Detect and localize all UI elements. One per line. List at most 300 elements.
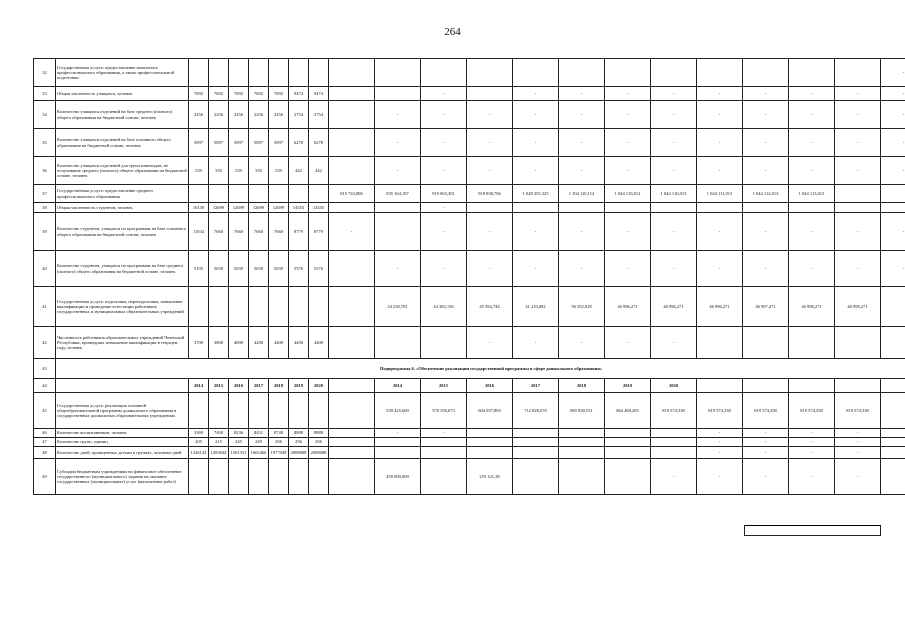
finance-value: -	[789, 129, 835, 157]
indicator-value	[189, 393, 209, 429]
indicator-value: 6278	[309, 129, 329, 157]
row-number: 45	[34, 393, 56, 429]
indicator-value: 16139	[189, 203, 209, 213]
finance-value	[697, 59, 743, 87]
indicator-value: 7660	[209, 213, 229, 251]
indicator-value: 215	[209, 438, 229, 447]
finance-value: -	[605, 327, 651, 359]
finance-value	[881, 447, 905, 459]
finance-value: 1 044 110,013	[651, 185, 697, 203]
finance-value: -	[697, 251, 743, 287]
row-number: 33	[34, 87, 56, 101]
finance-value	[881, 393, 905, 429]
finance-value: -	[421, 203, 467, 213]
indicator-value: 4400	[309, 327, 329, 359]
page-number: 264	[444, 26, 461, 38]
row-label	[56, 379, 189, 393]
indicator-value: 5097	[189, 129, 209, 157]
finance-value: -	[605, 157, 651, 185]
indicator-value: 5039	[229, 251, 249, 287]
finance-value: -	[743, 101, 789, 129]
finance-value: -	[789, 157, 835, 185]
indicator-value: 5576	[309, 251, 329, 287]
row-label: Государственная услуга: предоставление начального профессионального образования, а также профессиональной подготовки	[56, 59, 189, 87]
indicator-value	[209, 185, 229, 203]
finance-value: -	[605, 251, 651, 287]
finance-value	[605, 59, 651, 87]
finance-value	[605, 459, 651, 495]
finance-value	[329, 251, 375, 287]
indicator-value: 2256	[189, 101, 209, 129]
indicator-value	[289, 185, 309, 203]
finance-value	[881, 438, 905, 447]
year-header: 2020	[309, 379, 329, 393]
finance-value: -	[605, 213, 651, 251]
year-header: 2018	[559, 379, 605, 393]
finance-value: 576 356,673	[421, 393, 467, 429]
finance-value: -	[513, 251, 559, 287]
finance-value: -	[743, 87, 789, 101]
finance-value: 46 996,271	[651, 287, 697, 327]
finance-value	[513, 459, 559, 495]
indicator-value: 8236	[229, 429, 249, 438]
row-label: Количество учащихся отделений на базе основного общего образования на бюджетной основе, человек	[56, 129, 189, 157]
indicator-value: 9474	[289, 87, 309, 101]
finance-value	[513, 203, 559, 213]
subprogram-title: Подпрограмма 6. «Обеспечение реализации государственной программы в сфере дошкольного образования»	[56, 359, 905, 379]
finance-value	[559, 429, 605, 438]
finance-value: -	[697, 213, 743, 251]
finance-value	[835, 59, 881, 87]
finance-value	[329, 203, 375, 213]
indicator-value: 5097	[229, 129, 249, 157]
finance-value: 819 574,338	[697, 393, 743, 429]
indicator-value: 2256	[269, 101, 289, 129]
table-row	[34, 157, 905, 185]
finance-value: -	[881, 157, 905, 185]
row-label: Количество студентов, учащихся по программам на базе среднего (полного) общего образования на бюджетной основе, человек	[56, 251, 189, 287]
row-number: 36	[34, 157, 56, 185]
finance-value	[743, 59, 789, 87]
finance-value: 46 998,271	[789, 287, 835, 327]
finance-value: -	[835, 213, 881, 251]
table-row	[34, 459, 905, 495]
table-row	[34, 185, 905, 203]
finance-value: -	[835, 429, 881, 438]
indicator-value	[229, 59, 249, 87]
year-header: 2019	[289, 379, 309, 393]
indicator-value: 3700	[189, 327, 209, 359]
indicator-value: 7400	[209, 429, 229, 438]
finance-value	[329, 87, 375, 101]
finance-value: -	[789, 438, 835, 447]
finance-value: -	[789, 251, 835, 287]
indicator-value	[209, 393, 229, 429]
row-label: Государственная услуга: предоставление среднего профессионального образования	[56, 185, 189, 203]
indicator-value: 2754	[309, 101, 329, 129]
finance-value: -	[467, 251, 513, 287]
finance-value: 815 743,886	[329, 185, 375, 203]
finance-value	[375, 213, 421, 251]
finance-value: -	[743, 129, 789, 157]
finance-value	[421, 459, 467, 495]
table-row	[34, 59, 905, 87]
row-number: 38	[34, 203, 56, 213]
indicator-value	[269, 59, 289, 87]
year-header: 2018	[269, 379, 289, 393]
finance-value	[513, 59, 559, 87]
indicator-value: 8888	[289, 429, 309, 438]
finance-value: -	[651, 129, 697, 157]
year-header: 2016	[229, 379, 249, 393]
indicator-value	[269, 287, 289, 327]
finance-value: 46 999,271	[835, 287, 881, 327]
finance-value: 1 104 110,112	[559, 185, 605, 203]
finance-value	[697, 327, 743, 359]
indicator-value: 2256	[209, 101, 229, 129]
indicator-value: 4400	[289, 327, 309, 359]
finance-value: -	[789, 213, 835, 251]
finance-value: -	[559, 251, 605, 287]
finance-value	[559, 447, 605, 459]
finance-value: -	[835, 87, 881, 101]
finance-value: -	[467, 213, 513, 251]
row-label: Количество студентов, учащихся по программам на базе основного общего образования на бюджетной основе, человек	[56, 213, 189, 251]
finance-value: -	[789, 429, 835, 438]
finance-value: 819 574,338	[789, 393, 835, 429]
finance-value: 34 230,701	[375, 287, 421, 327]
row-number: 44	[34, 379, 56, 393]
finance-value	[375, 438, 421, 447]
finance-value: -	[697, 447, 743, 459]
indicator-value: 205	[189, 438, 209, 447]
indicator-value: 8748	[269, 429, 289, 438]
finance-value: 918 838,706	[467, 185, 513, 203]
indicator-value	[269, 459, 289, 495]
indicator-value	[309, 185, 329, 203]
finance-value	[329, 59, 375, 87]
finance-value: -	[375, 129, 421, 157]
row-label: Общая численность учащихся, человек	[56, 87, 189, 101]
finance-value: -	[697, 87, 743, 101]
finance-value: -	[375, 251, 421, 287]
finance-value: -	[329, 213, 375, 251]
row-label: Количество учащихся отделений на базе среднего (полного) общего образования на бюджетной основе, человек	[56, 101, 189, 129]
table-row	[34, 251, 905, 287]
finance-value	[467, 59, 513, 87]
finance-value	[467, 429, 513, 438]
finance-value	[329, 287, 375, 327]
row-number: 40	[34, 251, 56, 287]
row-number: 35	[34, 129, 56, 157]
finance-value: 46 996,271	[605, 287, 651, 327]
row-label: Количество групп, единиц	[56, 438, 189, 447]
row-number: 32	[34, 59, 56, 87]
finance-value: -	[651, 459, 697, 495]
row-number: 39	[34, 213, 56, 251]
indicator-value: 339	[249, 157, 269, 185]
finance-value: -	[605, 87, 651, 101]
finance-value	[789, 59, 835, 87]
program-indicators-table	[33, 58, 905, 495]
finance-value: 44 382,156	[421, 287, 467, 327]
finance-value: -	[835, 101, 881, 129]
table-row	[34, 429, 905, 438]
indicator-value	[309, 459, 329, 495]
indicator-value: 12699	[209, 203, 229, 213]
row-label: Государственная услуга: подготовка, переподготовка, повышение квалификации и проведение аттестации работников государственных и муниципальных образовательных учреждений	[56, 287, 189, 327]
finance-value	[881, 185, 905, 203]
finance-value	[421, 59, 467, 87]
finance-value: 864 469,205	[605, 393, 651, 429]
indicator-value	[289, 459, 309, 495]
finance-value: -	[421, 129, 467, 157]
indicator-value: 256	[309, 438, 329, 447]
finance-value	[329, 429, 375, 438]
indicator-value	[249, 287, 269, 327]
year-header	[697, 379, 743, 393]
row-number: 43	[34, 359, 56, 379]
indicator-value: 339	[189, 157, 209, 185]
indicator-value: 11034	[189, 213, 209, 251]
finance-value: -	[743, 459, 789, 495]
year-header: 2015	[209, 379, 229, 393]
finance-value	[651, 429, 697, 438]
finance-value: -	[513, 101, 559, 129]
year-header: 2015	[421, 379, 467, 393]
row-label: Количество дней, проведенных детьми в группах, человеко-дней	[56, 447, 189, 459]
finance-value: -	[743, 213, 789, 251]
finance-value	[329, 393, 375, 429]
finance-value	[881, 287, 905, 327]
finance-value	[329, 438, 375, 447]
row-number: 49	[34, 459, 56, 495]
row-number: 42	[34, 327, 56, 359]
indicator-value	[269, 185, 289, 203]
finance-value: -	[559, 327, 605, 359]
finance-value: -	[421, 101, 467, 129]
finance-value	[513, 438, 559, 447]
year-header: 2020	[651, 379, 697, 393]
finance-value: -	[743, 157, 789, 185]
finance-value: -	[421, 87, 467, 101]
indicator-value: 339	[209, 157, 229, 185]
finance-value	[789, 203, 835, 213]
row-number: 46	[34, 429, 56, 438]
indicator-value	[229, 185, 249, 203]
indicator-value	[289, 59, 309, 87]
finance-value	[329, 157, 375, 185]
indicator-value	[189, 287, 209, 327]
indicator-value: 8779	[309, 213, 329, 251]
indicator-value: 2008688	[289, 447, 309, 459]
finance-value	[467, 203, 513, 213]
finance-value: -	[605, 129, 651, 157]
finance-value: -	[697, 438, 743, 447]
indicator-value: 2008688	[309, 447, 329, 459]
finance-value: 712 828,070	[513, 393, 559, 429]
finance-value: -	[467, 129, 513, 157]
finance-value: 45 594,744	[467, 287, 513, 327]
year-header: 2019	[605, 379, 651, 393]
indicator-value: 9474	[309, 87, 329, 101]
finance-value: -	[789, 459, 835, 495]
finance-value: 1 044 112,013	[743, 185, 789, 203]
row-label: Субсидии бюджетным учреждениям на финансовое обеспечение государственного (муниципального) задания на оказание государственных (муниципальных) услуг (выполнение работ)	[56, 459, 189, 495]
finance-value: -	[743, 251, 789, 287]
table-row	[34, 101, 905, 129]
finance-value: 255 121,38	[467, 459, 513, 495]
row-number: 34	[34, 101, 56, 129]
finance-value: -	[835, 438, 881, 447]
table-body	[34, 59, 905, 495]
finance-value	[559, 203, 605, 213]
finance-value	[651, 59, 697, 87]
finance-value: 1 044 111,013	[697, 185, 743, 203]
table-footer-box	[744, 525, 881, 536]
finance-value	[881, 429, 905, 438]
indicator-value: 7660	[269, 213, 289, 251]
year-header: 2014	[189, 379, 209, 393]
indicator-value: 1977049	[269, 447, 289, 459]
indicator-value: 8779	[289, 213, 309, 251]
indicator-value: 5039	[209, 251, 229, 287]
finance-value: -	[835, 251, 881, 287]
indicator-value: 7692	[209, 87, 229, 101]
indicator-value	[309, 393, 329, 429]
indicator-value: 256	[289, 438, 309, 447]
indicator-value	[209, 59, 229, 87]
finance-value: 819 574,338	[651, 393, 697, 429]
year-header: 2017	[249, 379, 269, 393]
finance-value	[559, 59, 605, 87]
finance-value: -	[467, 101, 513, 129]
indicator-value	[309, 59, 329, 87]
finance-value	[467, 447, 513, 459]
finance-value: -	[881, 101, 905, 129]
finance-value	[605, 447, 651, 459]
finance-value: -	[697, 101, 743, 129]
indicator-value: 3800	[209, 327, 229, 359]
table-row	[34, 287, 905, 327]
finance-value	[513, 429, 559, 438]
indicator-value: 442	[309, 157, 329, 185]
indicator-value: 8888	[309, 429, 329, 438]
finance-value	[835, 203, 881, 213]
indicator-value: 1561331	[229, 447, 249, 459]
finance-value: -	[651, 251, 697, 287]
finance-value	[605, 429, 651, 438]
indicator-value: 2256	[249, 101, 269, 129]
finance-value: -	[421, 213, 467, 251]
table-row	[34, 438, 905, 447]
finance-value	[743, 327, 789, 359]
finance-value: 604 037,803	[467, 393, 513, 429]
finance-value	[467, 87, 513, 101]
finance-value: -	[881, 213, 905, 251]
indicator-value	[229, 459, 249, 495]
indicator-value: 5097	[249, 129, 269, 157]
indicator-value: 5097	[209, 129, 229, 157]
indicator-value: 339	[269, 157, 289, 185]
table-row	[34, 213, 905, 251]
indicator-value: 12699	[269, 203, 289, 213]
finance-value: -	[835, 447, 881, 459]
finance-value	[559, 438, 605, 447]
row-number: 41	[34, 287, 56, 327]
finance-value	[881, 459, 905, 495]
year-header: 2017	[513, 379, 559, 393]
table-row	[34, 447, 905, 459]
finance-value: -	[697, 429, 743, 438]
finance-value	[697, 203, 743, 213]
finance-value	[375, 87, 421, 101]
finance-value: -	[697, 157, 743, 185]
finance-value: 46 996,271	[697, 287, 743, 327]
row-label: Государственная услуга: реализация основной общеобразовательной программы дошкольного образования в государственных дошкольных образовательных учреждениях	[56, 393, 189, 429]
finance-value: 1 044 113,013	[789, 185, 835, 203]
indicator-value: 12699	[229, 203, 249, 213]
finance-value: -	[421, 157, 467, 185]
finance-value: -	[559, 129, 605, 157]
finance-value: -	[559, 157, 605, 185]
finance-value: -	[697, 459, 743, 495]
finance-value	[329, 459, 375, 495]
row-label: Общая численность студентов, человек	[56, 203, 189, 213]
finance-value: -	[605, 101, 651, 129]
finance-value	[559, 459, 605, 495]
indicator-value	[189, 59, 209, 87]
indicator-value: 2256	[229, 101, 249, 129]
finance-value: 819 063,301	[421, 185, 467, 203]
row-number: 37	[34, 185, 56, 203]
finance-value	[375, 59, 421, 87]
finance-value: 539 425,600	[375, 393, 421, 429]
indicator-value: 7692	[269, 87, 289, 101]
finance-value: -	[513, 213, 559, 251]
indicator-value: 7692	[189, 87, 209, 101]
indicator-value	[269, 393, 289, 429]
finance-value: -	[421, 251, 467, 287]
year-header: 2014	[375, 379, 421, 393]
finance-value: -	[651, 87, 697, 101]
indicator-value: 245	[229, 438, 249, 447]
indicator-value: 8431	[249, 429, 269, 438]
indicator-value	[229, 393, 249, 429]
finance-value	[789, 327, 835, 359]
indicator-value: 1493644	[209, 447, 229, 459]
finance-value: -	[697, 129, 743, 157]
finance-value	[329, 327, 375, 359]
finance-value: -	[881, 87, 905, 101]
finance-value: -	[651, 101, 697, 129]
finance-value: 41 210,082	[513, 287, 559, 327]
finance-value: -	[375, 101, 421, 129]
year-header	[743, 379, 789, 393]
finance-value	[651, 438, 697, 447]
indicator-value: 5039	[249, 251, 269, 287]
year-header: 2016	[467, 379, 513, 393]
finance-value: 835 164,187	[375, 185, 421, 203]
table-row	[34, 393, 905, 429]
finance-value	[605, 203, 651, 213]
finance-value	[421, 447, 467, 459]
finance-value	[651, 447, 697, 459]
table-row	[34, 327, 905, 359]
indicator-value	[189, 459, 209, 495]
indicator-value: 1665466	[249, 447, 269, 459]
finance-value: -	[513, 129, 559, 157]
